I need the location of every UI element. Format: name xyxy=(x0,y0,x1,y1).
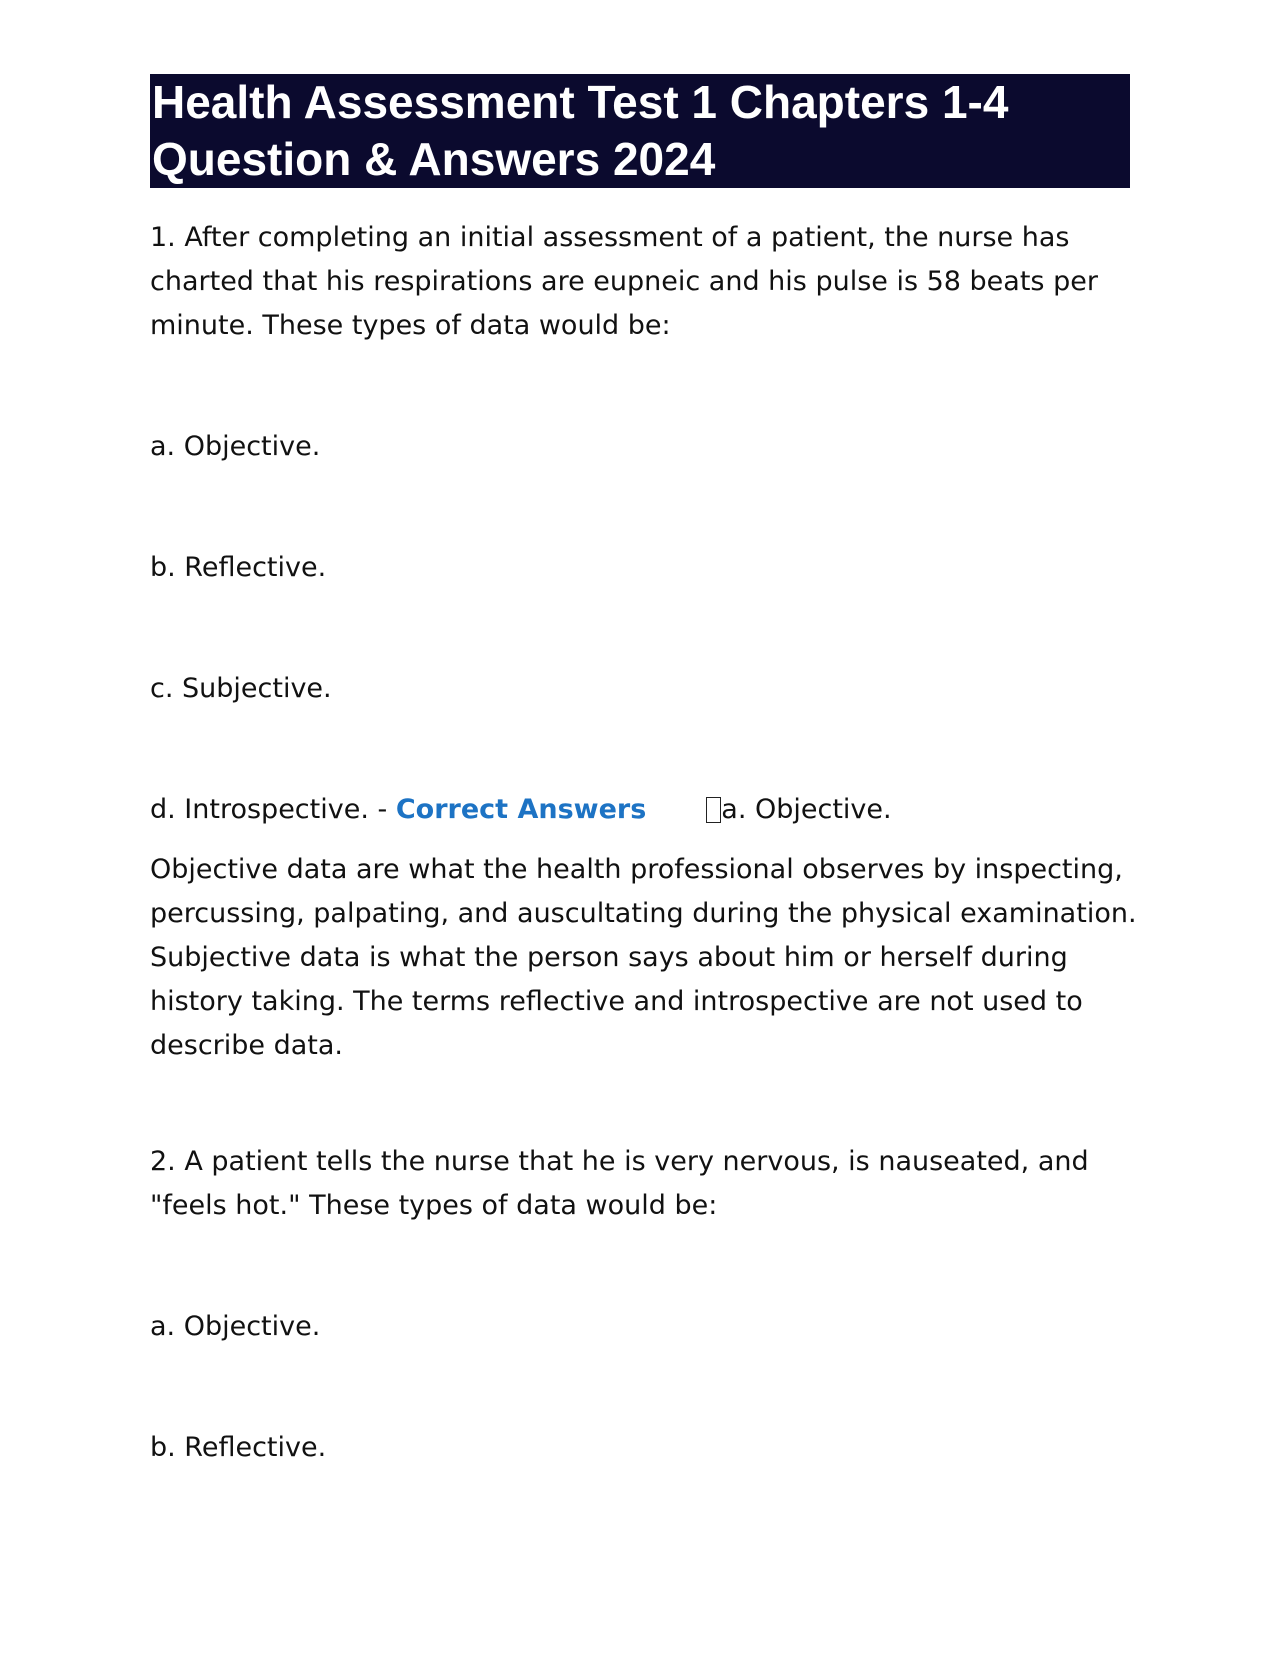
explanation-line: history taking. The terms reflective and introspective are not used to xyxy=(150,986,1083,1017)
correct-answers-label: Correct Answers xyxy=(395,794,647,825)
document-title xyxy=(150,74,1130,188)
explanation-line: Objective data are what the health professional observes by inspecting, xyxy=(150,854,1123,885)
title-line: Health Assessment Test 1 Chapters 1-4 xyxy=(152,76,1009,128)
question-1-explanation xyxy=(150,848,1137,1068)
question-2-stem xyxy=(150,1140,1130,1228)
explanation-line: percussing, palpating, and auscultating during the physical examination. xyxy=(150,898,1137,929)
option-d-with-answer xyxy=(150,788,1130,832)
stem-line: "feels hot." These types of data would be: xyxy=(150,1190,718,1221)
document-page xyxy=(150,74,1137,1470)
title-line: Question & Answers 2024 xyxy=(152,133,716,185)
option-a: a. Objective. xyxy=(150,1311,321,1342)
explanation-line: describe data. xyxy=(150,1030,343,1061)
option-b: b. Reflective. xyxy=(150,552,327,583)
checkbox-glyph-icon xyxy=(706,797,721,823)
explanation-line: Subjective data is what the person says about him or herself during xyxy=(150,942,1068,973)
question-1 xyxy=(150,216,1137,1068)
stem-line: 1. After completing an initial assessment of a patient, the nurse has xyxy=(150,222,1070,253)
question-1-stem xyxy=(150,216,1130,348)
stem-line: minute. These types of data would be: xyxy=(150,310,671,341)
question-2 xyxy=(150,1068,1130,1470)
correct-answer-value: a. Objective. xyxy=(721,794,892,825)
stem-line: charted that his respirations are eupneic and his pulse is 58 beats per xyxy=(150,266,1098,297)
option-c: c. Subjective. xyxy=(150,673,332,704)
option-b: b. Reflective. xyxy=(150,1432,327,1463)
option-a: a. Objective. xyxy=(150,431,321,462)
stem-line: 2. A patient tells the nurse that he is very nervous, is nauseated, and xyxy=(150,1146,1089,1177)
option-d: d. Introspective. - xyxy=(150,794,396,825)
